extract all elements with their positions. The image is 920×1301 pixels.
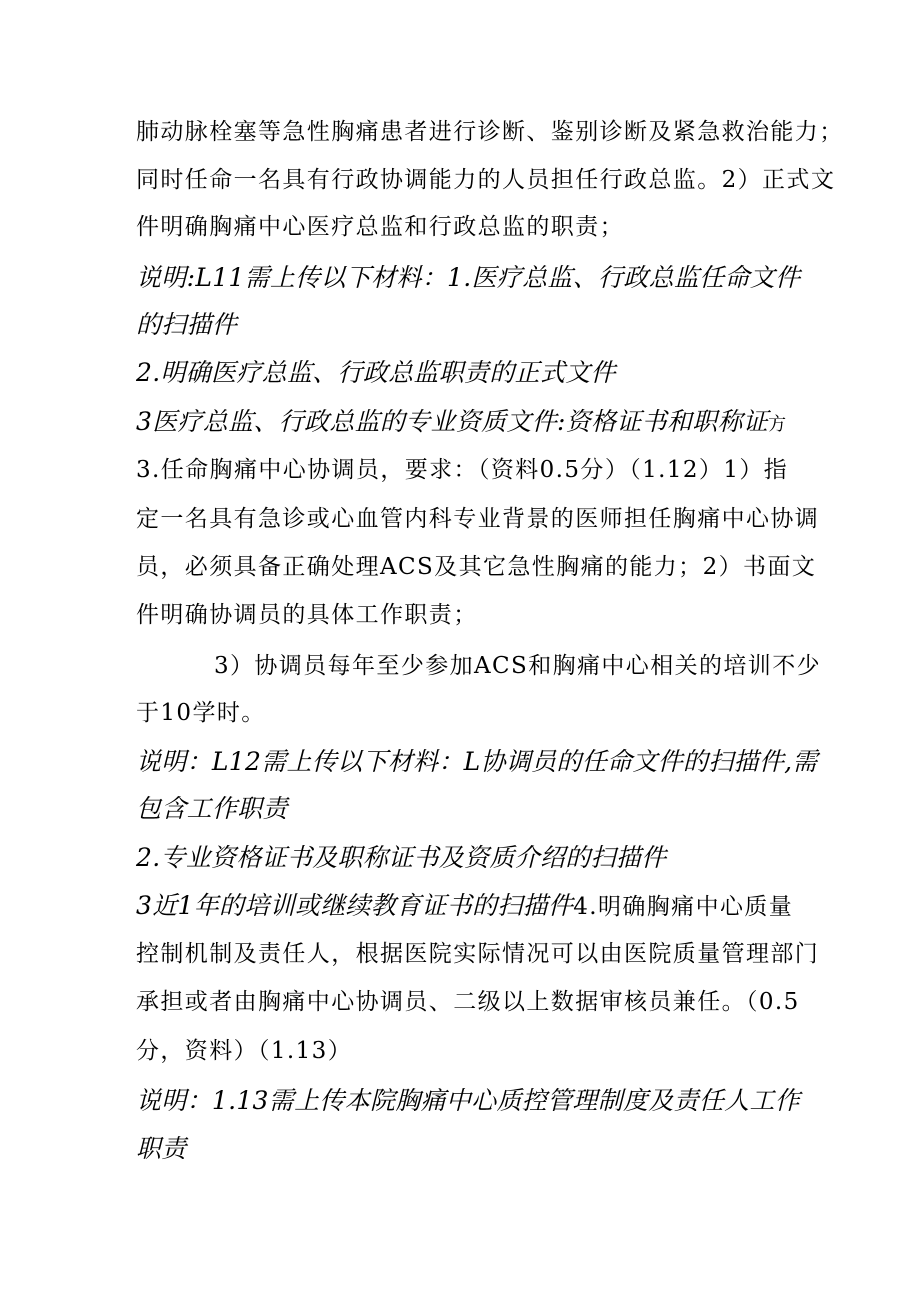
paragraph-line-indented: 3）协调员每年至少参加ACS和胸痛中心相关的培训不少 [214,653,821,679]
paragraph-line: 同时任命一名具有行政协调能力的人员担任行政总监。2）正式文 [136,167,836,193]
note-line: 说明：1.13需上传本院胸痛中心质控管理制度及责任人工作 [136,1086,801,1115]
note-list-item-text: 3医疗总监、行政总监的专业资质文件:资格证书和职称证 [136,407,769,436]
paragraph-line: 承担或者由胸痛中心协调员、二级以上数据审核员兼任。（0.5 [136,989,800,1015]
paragraph-line: 于10学时。 [136,700,266,726]
paragraph-line: 肺动脉栓塞等急性胸痛患者进行诊断、鉴别诊断及紧急救治能力； [136,119,844,145]
note-line: 的扫描件 [136,310,238,339]
note-list-item: 2.专业资格证书及职称证书及资质介绍的扫描件 [136,843,667,872]
note-line: 说明:L11需上传以下材料：1.医疗总监、行政总监任命文件 [136,263,801,292]
note-list-item-text: 3近1年的培训或继续教育证书的扫描件 [136,891,574,920]
paragraph-start: 4.明确胸痛中心质量 [573,894,794,920]
paragraph-line: 件明确协调员的具体工作职责； [136,602,478,628]
paragraph-line: 控制机制及责任人，根据医院实际情况可以由医院质量管理部门 [136,941,820,967]
paragraph-line: 件明确胸痛中心医疗总监和行政总监的职责； [136,214,624,240]
note-list-item [136,406,788,441]
paragraph-line: 分，资料）（1.13） [136,1038,353,1064]
paragraph-line: 员，必须具备正确处理ACS及其它急性胸痛的能力；2）书面文 [136,554,817,580]
note-line: 说明：L12需上传以下材料：L协调员的任命文件的扫描件,需 [136,747,818,776]
paragraph-line: 3.任命胸痛中心协调员，要求：（资料0.5分）（1.12）1）指 [136,457,789,483]
note-list-item: 2.明确医疗总监、行政总监职责的正式文件 [136,358,616,387]
note-list-item [136,890,793,923]
note-line: 包含工作职责 [136,794,288,823]
note-line: 职责 [136,1134,187,1163]
note-list-item-tail: 方 [768,414,788,435]
paragraph-line: 定一名具有急诊或心血管内科专业背景的医师担任胸痛中心协调 [136,506,820,532]
